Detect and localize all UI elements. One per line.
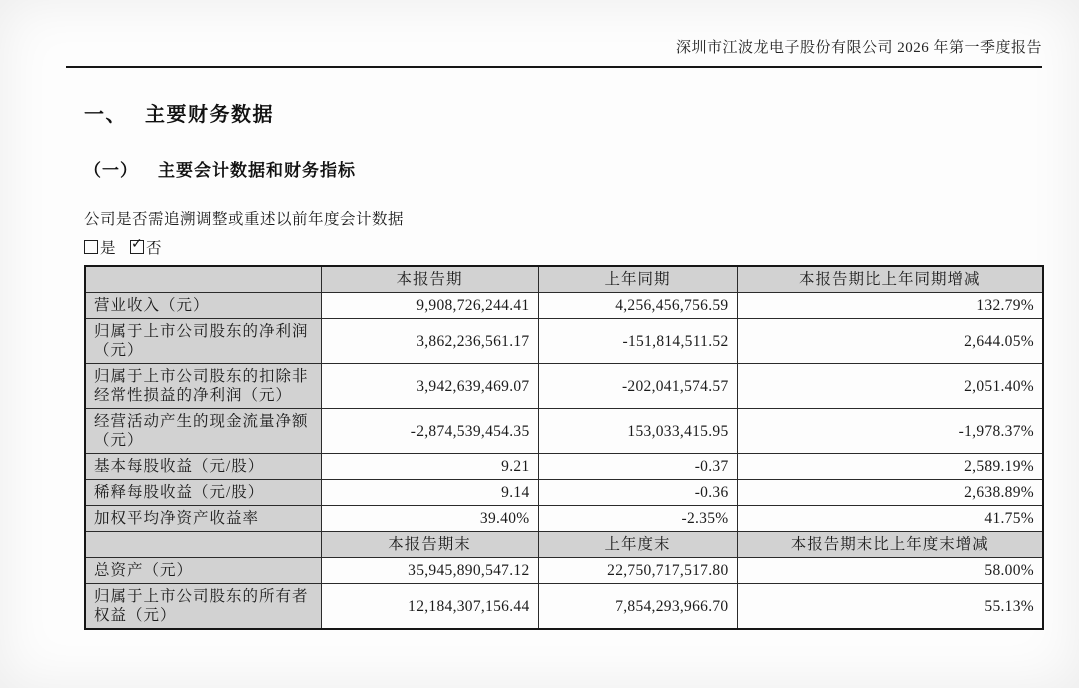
- header-rule: [66, 66, 1042, 68]
- header-cell-blank: [85, 266, 321, 293]
- header-cell-period-change: 本报告期比上年同期增减: [737, 266, 1043, 293]
- value-current: 35,945,890,547.12: [321, 558, 538, 584]
- value-current: 9,908,726,244.41: [321, 293, 538, 319]
- table-row-net-profit-excl-nonrecurring: [85, 364, 1043, 409]
- value-prior: -0.37: [538, 454, 737, 480]
- subsection-title-text: 主要会计数据和财务指标: [158, 161, 356, 180]
- row-label: 归属于上市公司股东的所有者权益（元）: [85, 584, 321, 630]
- checkbox-no-checked-icon: [130, 236, 144, 254]
- checkbox-yes-label: 是: [100, 240, 117, 257]
- value-prior: 22,750,717,517.80: [538, 558, 737, 584]
- row-label: 总资产（元）: [85, 558, 321, 584]
- value-change: 2,051.40%: [737, 364, 1043, 409]
- value-change: 41.75%: [737, 506, 1043, 532]
- value-prior: 4,256,456,756.59: [538, 293, 737, 319]
- table-row-total-assets: [85, 558, 1043, 584]
- row-label: 经营活动产生的现金流量净额（元）: [85, 409, 321, 454]
- value-current: 9.21: [321, 454, 538, 480]
- value-change: 2,644.05%: [737, 319, 1043, 364]
- value-prior: -2.35%: [538, 506, 737, 532]
- table-header-row-period-end: [85, 532, 1043, 558]
- checkbox-no-group: [130, 236, 163, 257]
- restatement-answer: [84, 236, 1079, 258]
- value-prior: 153,033,415.95: [538, 409, 737, 454]
- report-title: 深圳市江波龙电子股份有限公司 2026 年第一季度报告: [675, 40, 1042, 56]
- header-cell-blank: [85, 532, 321, 558]
- value-prior: -202,041,574.57: [538, 364, 737, 409]
- header-cell-prior-period: 上年同期: [538, 266, 737, 293]
- section-title: [84, 98, 1079, 127]
- page-header: [0, 0, 1079, 57]
- table-row-basic-eps: [85, 454, 1043, 480]
- row-label: 基本每股收益（元/股）: [85, 454, 321, 480]
- value-change: 2,638.89%: [737, 480, 1043, 506]
- section-title-text: 主要财务数据: [145, 104, 274, 126]
- row-label: 稀释每股收益（元/股）: [85, 480, 321, 506]
- value-current: 3,862,236,561.17: [321, 319, 538, 364]
- value-change: -1,978.37%: [737, 409, 1043, 454]
- row-label: 营业收入（元）: [85, 293, 321, 319]
- section-number: 一、: [84, 104, 127, 126]
- row-label: 归属于上市公司股东的净利润（元）: [85, 319, 321, 364]
- value-prior: -0.36: [538, 480, 737, 506]
- table-row-net-profit: [85, 319, 1043, 364]
- row-label: 归属于上市公司股东的扣除非经常性损益的净利润（元）: [85, 364, 321, 409]
- subsection-number: （一）: [84, 161, 138, 180]
- value-current: 12,184,307,156.44: [321, 584, 538, 630]
- header-cell-prior-year-end: 上年度末: [538, 532, 737, 558]
- table-row-revenue: [85, 293, 1043, 319]
- value-change: 2,589.19%: [737, 454, 1043, 480]
- checkbox-yes-group: [84, 240, 116, 257]
- checkbox-no-label: 否: [146, 240, 163, 257]
- table-row-diluted-eps: [85, 480, 1043, 506]
- table-header-row-period: [85, 266, 1043, 293]
- value-change: 132.79%: [737, 293, 1043, 319]
- row-label: 加权平均净资产收益率: [85, 506, 321, 532]
- value-change: 58.00%: [737, 558, 1043, 584]
- subsection-title: [84, 156, 1079, 181]
- value-current: 3,942,639,469.07: [321, 364, 538, 409]
- checkbox-yes-unchecked-icon: [84, 240, 98, 254]
- value-current: 9.14: [321, 480, 538, 506]
- table-row-operating-cash-flow: [85, 409, 1043, 454]
- financial-data-table: [84, 265, 1044, 630]
- header-cell-current-period: 本报告期: [321, 266, 538, 293]
- restatement-question: 公司是否需追溯调整或重述以前年度会计数据: [84, 211, 405, 228]
- value-current: -2,874,539,454.35: [321, 409, 538, 454]
- value-change: 55.13%: [737, 584, 1043, 630]
- value-prior: 7,854,293,966.70: [538, 584, 737, 630]
- table-row-shareholders-equity: [85, 584, 1043, 630]
- value-current: 39.40%: [321, 506, 538, 532]
- header-cell-period-end-change: 本报告期末比上年度末增减: [737, 532, 1043, 558]
- table-row-weighted-avg-roe: [85, 506, 1043, 532]
- check-mark-icon: ✓: [131, 236, 144, 252]
- value-prior: -151,814,511.52: [538, 319, 737, 364]
- header-cell-current-period-end: 本报告期末: [321, 532, 538, 558]
